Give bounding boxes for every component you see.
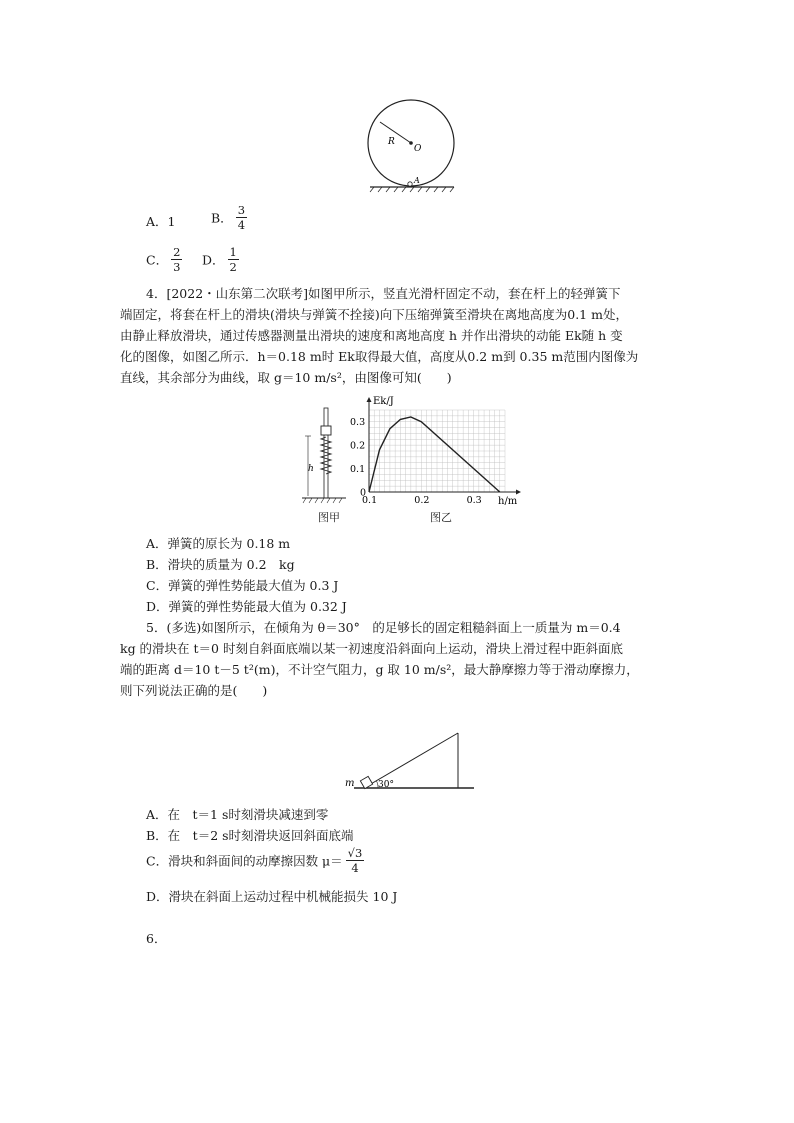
q4-option-b: B．滑块的质量为 0.2 kg xyxy=(146,557,295,572)
label-m: m xyxy=(345,778,355,789)
q5-stem-line: 端的距离 d＝10 t－5 t²(m)，不计空气阻力，g 取 10 m/s²，最大静摩擦力等于滑动摩擦力， xyxy=(120,662,639,677)
chart-ticks xyxy=(350,417,482,506)
q4-option-d: D．弹簧的弹性势能最大值为 0.32 J xyxy=(146,599,347,614)
q6-label: 6． xyxy=(146,931,167,946)
y-tick-label: 0 xyxy=(360,487,367,499)
q5-option-b: B．在 t＝2 s时刻滑块返回斜面底端 xyxy=(146,828,354,843)
q3-circle-figure xyxy=(366,98,458,194)
x-axis-arrow xyxy=(516,490,521,495)
q4-option-a: A．弹簧的原长为 0.18 m xyxy=(146,536,291,551)
chart-xlabel: h/m xyxy=(498,496,518,506)
q4-stem-line: 4．[2022・山东第二次联考]如图甲所示，竖直光滑杆固定不动，套在杆上的轻弹簧下 xyxy=(146,286,621,301)
figure-caption-yi: 图乙 xyxy=(430,511,452,524)
label-O: O xyxy=(414,144,422,154)
label-R: R xyxy=(388,137,395,147)
chart-axes xyxy=(367,397,522,495)
q5-incline-figure xyxy=(340,728,480,794)
center-point xyxy=(409,141,413,145)
ground-hatch xyxy=(303,498,342,503)
label-A: A xyxy=(414,176,420,185)
chart-grid xyxy=(369,410,505,492)
q5-option-d: D．滑块在斜面上运动过程中机械能损失 10 J xyxy=(146,889,398,904)
ek-curve xyxy=(369,417,500,492)
q5-option-a: A．在 t＝1 s时刻滑块减速到零 xyxy=(146,807,329,822)
chart-ylabel: Ek/J xyxy=(373,396,394,407)
x-tick-label: 0.1 xyxy=(362,495,378,506)
x-tick-label: 0.2 xyxy=(414,495,430,506)
x-tick-label: 0.3 xyxy=(466,495,482,506)
fraction: $\frac{1}{2}$ xyxy=(229,245,237,274)
q4-stem-line: 端固定，将套在杆上的滑块(滑块与弹簧不拴接)向下压缩弹簧至滑块在离地高度为0.1 m处， xyxy=(120,307,628,322)
label-h: h xyxy=(308,464,314,474)
q3-option-a: A．1 xyxy=(146,214,176,229)
y-tick-label: 0.3 xyxy=(350,417,366,429)
q3-option-d: D． $\frac{1}{2}$ xyxy=(202,245,237,274)
figure-caption-jia: 图甲 xyxy=(318,511,340,524)
q5-stem-line: kg 的滑块在 t＝0 时刻自斜面底端以某一初速度沿斜面向上运动，滑块上滑过程中距斜面底 xyxy=(120,641,623,656)
point-A-marker xyxy=(408,182,412,186)
q4-option-c: C．弹簧的弹性势能最大值为 0.3 J xyxy=(146,578,339,593)
angle-label: 30° xyxy=(378,780,394,790)
radius-line xyxy=(380,122,411,143)
slider-block xyxy=(360,776,372,788)
q4-stem-line: 直线，其余部分为曲线，取 g＝10 m/s²，由图像可知( ) xyxy=(120,370,452,385)
q5-stem-line: 则下列说法正确的是( ) xyxy=(120,683,268,698)
q3-option-b: B． $\frac{3}{4}$ xyxy=(211,203,246,232)
q3-option-c: C． $\frac{2}{3}$ xyxy=(146,245,181,274)
fraction: $\frac{3}{4}$ xyxy=(237,203,246,232)
ek-h-chart xyxy=(340,394,526,506)
q4-stem-line: 化的图像，如图乙所示．h＝0.18 m时 Ek取得最大值，高度从0.2 m到 0.35 m范围内图像为 xyxy=(120,349,639,364)
q5-option-c: C．滑块和斜面间的动摩擦因数 μ＝ $\frac{√3}{4}$ xyxy=(146,846,363,875)
fraction: $\frac{2}{3}$ xyxy=(173,245,181,274)
fraction: $\frac{√3}{4}$ xyxy=(347,846,363,875)
ground-hatch xyxy=(370,187,454,192)
y-axis-arrow xyxy=(367,397,372,402)
slider-block xyxy=(321,426,331,435)
y-tick-label: 0.1 xyxy=(350,464,366,476)
q4-stem-line: 由静止释放滑块，通过传感器测量出滑块的速度和离地高度 h 并作出滑块的动能 Ek随 h 变 xyxy=(120,328,623,343)
y-tick-label: 0.2 xyxy=(350,440,366,452)
q5-stem-line: 5．(多选)如图所示，在倾角为 θ＝30° 的足够长的固定粗糙斜面上一质量为 m＝0.4 xyxy=(146,620,621,635)
